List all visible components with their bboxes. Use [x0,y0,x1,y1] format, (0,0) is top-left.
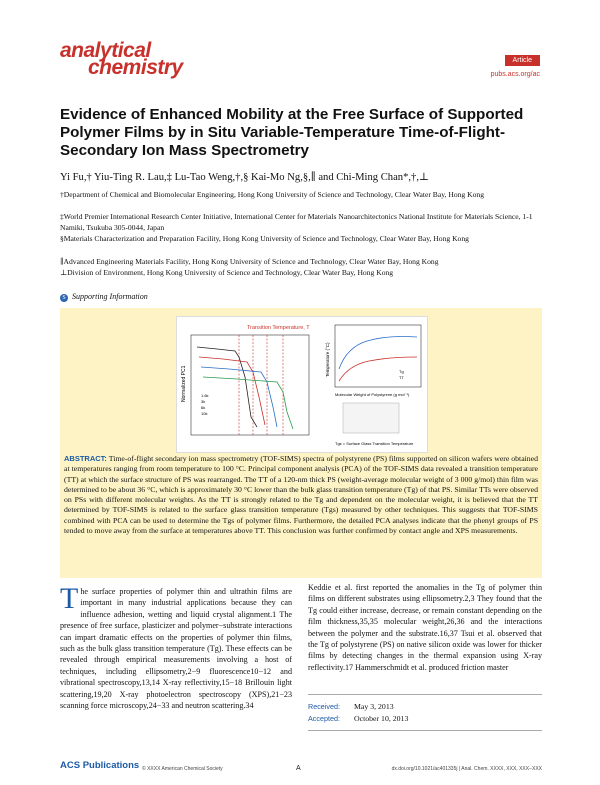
toc-left-title: Transition Temperature, T [247,325,310,331]
accepted-row [308,714,542,723]
received-label: Received: [308,702,340,711]
toc-legend-3: 6k [201,405,206,410]
toc-right-legend-tg: Tg [399,369,404,374]
toc-right-curve-tt [339,357,417,381]
supporting-info-link[interactable] [60,292,148,302]
toc-right-curve-tg [339,337,417,370]
paper-title: Evidence of Enhanced Mobility at the Free Surface of Supported Polymer Films by in Situ Variable-Temperature Time-of-Flight-Secondary Ion Mass Spectrometry [60,106,524,159]
affiliation-3: §Materials Characterization and Preparation Facility, Hong Kong University of Science and Technology, Clear Water Bay, Hong Kong [60,234,469,243]
toc-footnote: Tgs = Surface Glass Transition Temperature [335,441,414,446]
toc-graphic [176,316,428,453]
body-left-text: he surface properties of polymer thin and ultrathin films are important in many industrial applications because they can influence adhesion, wetting and liquid crystal alignment.1 The presence of free surface, plasticizer and polymer−substrate interactions can impart dramatic effects on the properties of polymer thin films, such as the bulk glass transition temperature (Tg). These effects can be revealed through empirical measurements involving a host of techniques, including ellipsometry,2−9 fluorescence10−12 and vibrational spectroscopy,13,14 X-ray reflectivity,15−18 Brillouin light scattering,19,20 X-ray photoelectron spectroscopy (XPS),21−23 scanning force microscopy,24−33 and neutron scattering.34 [60,587,292,711]
toc-right-ylabel: Temperature (°C) [325,342,330,377]
author-list: Yi Fu,† Yiu-Ting R. Lau,‡ Lu-Tao Weng,†,§ Kai-Mo Ng,§,∥ and Chi-Ming Chan*,†,⊥ [60,172,429,183]
toc-curve-4 [203,377,293,429]
article-type-badge: Article [505,55,540,66]
toc-surface-illustration [343,403,399,433]
toc-graphic-svg [177,317,427,452]
supporting-info-label: Supporting Information [72,292,148,301]
body-right-text: Keddie et al. first reported the anomalies in the Tg of polymer thin films on different substrates using ellipsometry.2,3 They found that the Tg could either increase, decrease, or remain constant depending on the film thickness,35,35 molecular weight,26,36 and the interactions between the polymer and the substrate.16,37 Tsui et al. observed that the Tg of polystyrene (PS) on native silicon oxide was lower for thicker films by detecting changes in the thermal expansion using X-ray reflectivity.17 Hammerschmidt et al. produced friction master [308,583,542,672]
drop-cap: T [60,582,79,615]
journal-logo-line1: analytical [60,39,151,62]
affiliation-1: †Department of Chemical and Biomolecular Engineering, Hong Kong University of Science and Technology, Clear Water Bay, Hong Kong [60,190,484,199]
toc-left-ylabel: Normalized PC1 [181,365,187,402]
toc-curve-3 [201,367,277,427]
journal-url[interactable]: pubs.acs.org/ac [490,71,540,78]
copyright-text: © XXXX American Chemical Society [142,766,223,772]
toc-legend-1: 1.6k [201,393,209,398]
abstract-body: Time-of-flight secondary ion mass spectrometry (TOF-SIMS) spectra of polystyrene (PS) films supported on silicon wafers were obtained at temperatures ranging from room temperature to 100 °C. Principal component analysis (PCA) of the TOF-SIMS data revealed a transition temperature (TT) at which the surface structure of PS was rearranged. The TT of a 120-nm thick PS (weight-average molecular weight of 3 000 g/mol) thin film was determined to be about 36 °C, which is approximately 30 °C lower than the bulk glass transition temperature (Tg) of that PS. Similar TTs were observed on PSs with different molecular weights. As the TT is strongly related to the Tg and dependent on the molecular weight, it is believed that the TT determined by TOF-SIMS is related to the surface glass transition temperature (Tgs) measured by other techniques. This suggests that TOF-SIMS combined with PCA can be used to determine the Tgs of polymer films. Furthermore, the detailed PCA analyses indicate that the phenyl groups of PS tended to move away from the surface at temperatures above TT. This conclusion was further confirmed by contact angle and XPS measurements. [64,454,538,536]
doi-citation[interactable]: dx.doi.org/10.1021/ac401335j | Anal. Chem. XXXX, XXX, XXX−XXX [391,766,542,772]
affiliation-4: ∥Advanced Engineering Materials Facility, Hong Kong University of Science and Technology, Clear Water Bay, Hong Kong [60,257,439,266]
toc-right-xlabel: Molecular Weight of Polystyrene (g mol⁻¹) [335,392,410,397]
toc-right-frame [335,325,421,387]
page-number: A [296,765,301,772]
body-column-left [60,582,292,711]
abstract-label: ABSTRACT: [64,454,107,463]
toc-left-frame [191,335,309,435]
abstract-text [64,454,538,536]
affiliation-2: ‡World Premier International Research Center Initiative, International Center for Materials Nanoarchitectonics National Institute for Materials Science, 1-1 Namiki, Tsukuba 305-0044, Japan [60,212,533,232]
received-date: May 3, 2013 [354,702,394,711]
accepted-date: October 10, 2013 [354,714,409,723]
journal-logo-line2: chemistry [88,56,183,80]
supporting-info-icon: S [60,294,68,302]
body-column-right [308,582,542,673]
journal-logo [60,39,183,80]
toc-legend-2: 3k [201,399,206,404]
article-dates [308,694,542,731]
acs-publications-logo: ACS Publications [60,760,140,771]
page-footer [60,760,542,778]
accepted-label: Accepted: [308,714,340,723]
toc-legend-4: 10k [201,411,208,416]
toc-right-legend-tt: TT [399,375,404,380]
affiliation-5: ⊥Division of Environment, Hong Kong University of Science and Technology, Clear Water Bay, Hong Kong [60,268,394,277]
received-row [308,702,542,711]
